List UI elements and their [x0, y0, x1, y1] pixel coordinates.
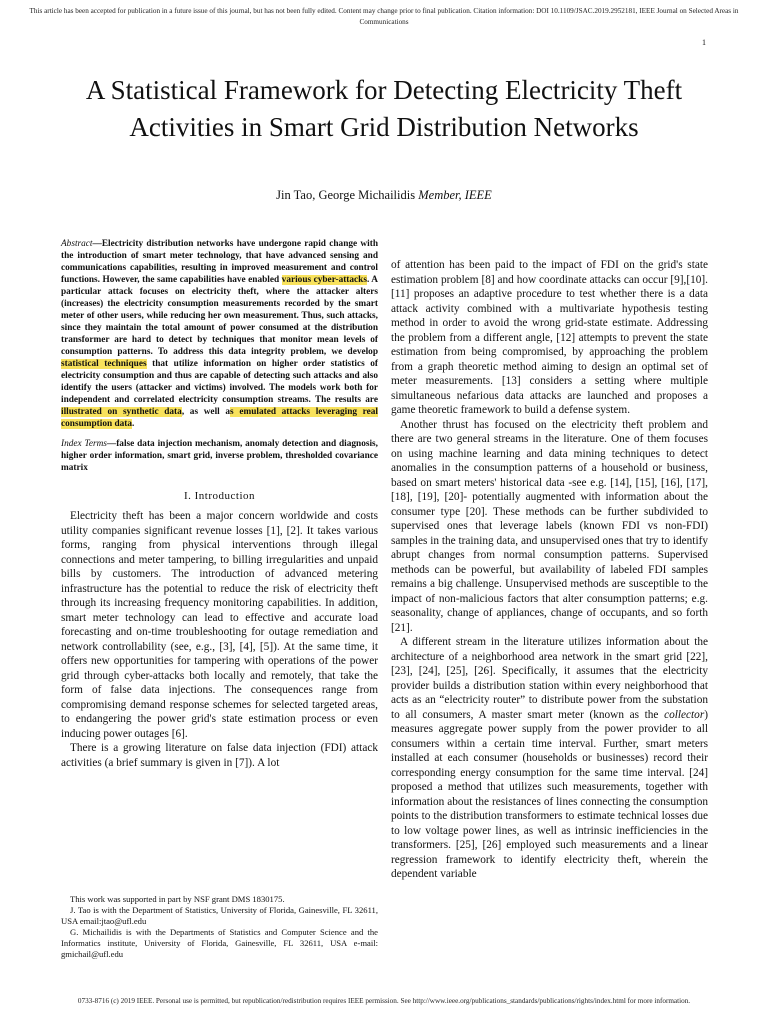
accepted-notice: This article has been accepted for publication in a future issue of this journal, but has not been fully edited. Content may change prior to final publication. Citation information: DOI 10.1109/JSAC.2019.2952181, IEEE Journal on Selected Areas in Communications	[29, 7, 739, 26]
footnotes	[61, 894, 378, 960]
paragraph	[391, 635, 708, 882]
emphasis: collector	[664, 708, 705, 721]
abstract-text: that utilize information on higher order statistics of electricity consumption and thus are capable of detecting such attacks and also identify the users (attacker and victims) involved. The models work both for independent and correlated electricity consumption streams. The results are	[61, 359, 378, 405]
highlight[interactable]: statistical techniques	[61, 359, 147, 369]
abstract-text: . A particular attack focuses on electricity theft, where the attacker alters (increases) the electricity consumption measurements recorded by the smart meter of other users, while reducing her own measurement. Thus, such attacks, since they maintain the total amount of power consumed at the distribution transformer are hard to detect by techniques that monitor mean levels of consumption patterns. To address this data integrity problem, we develop	[61, 275, 379, 357]
abstract-text: —Electricity distribution networks have undergone rapid change with the introduction of smart meter technology, that have advanced sensing and communications capabilities, resulting in improved measurement and control functions. However, the same capabilities have enabled	[61, 239, 378, 285]
footnote: J. Tao is with the Department of Statistics, University of Florida, Gainesville, FL 32611, USA email:jtao@ufl.edu	[61, 905, 378, 926]
index-terms	[61, 438, 378, 474]
index-terms-lead: Index Terms	[61, 439, 107, 449]
footnote: G. Michailidis is with the Departments of Statistics and Computer Science and the Informatics institute, University of Florida, Gainesville, FL 32611, USA e-mail: gmichail@ufl.edu	[61, 927, 378, 959]
copyright-footer: 0733-8716 (c) 2019 IEEE. Personal use is permitted, but republication/redistribution requires IEEE permission. See http://www.ieee.org/publications_standards/publications/rights/index.html for more information.	[77, 997, 691, 1005]
paragraph: There is a growing literature on false data injection (FDI) attack activities (a brief summary is given in [7]). A lot	[61, 742, 378, 769]
author-line	[40, 188, 728, 203]
section-heading: I. Introduction	[183, 490, 256, 502]
abstract-text: .	[132, 419, 135, 429]
paper-title: A Statistical Framework for Detecting Electricity Theft Activities in Smart Grid Distribution Networks	[85, 75, 683, 142]
paragraph-text: A different stream in the literature utilizes information about the architecture of a neighborhood area network in the smart grid [22], [23], [24], [25], [26]. Specifically, it assumes that the electricity provider builds a distribution station within every neighborhood that acts as an “electricity router” to distribute power from the substation to all consumers, A master smart meter (known as the	[391, 636, 708, 721]
paragraph: Another thrust has focused on the electricity theft problem and there are two general streams in the literature. One of them focuses on using machine learning and data mining techniques to detect anomalies in the consumption patterns of a household or business, based on smart meters' historical data -see e.g. [14], [15], [16], [17], [18], [19], [20]- potentially augmented with information about the consumer type [20]. These methods can be further subdivided to supervised ones that leverage labels (known FDI vs non-FDI) samples in the training data, and unsupervised ones that try to identify abrupt changes from normal consumption patterns. Supervised methods can be powerful, but availability of labeled FDI samples remains a big challenge. Unsupervised methods are susceptible to the impact of non-malicious factors that alter consumption patterns; e.g. seasonality, change of appliances, change of occupants, and so forth [21].	[391, 418, 708, 634]
index-terms-text: —false data injection mechanism, anomaly detection and diagnosis, higher order information, smart grid, inverse problem, thresholded covariance matrix	[61, 439, 378, 473]
abstract	[61, 238, 378, 430]
paragraph-text: ) measures aggregate power supply from the power provider to all consumers within a certain time interval. Further, smart meters installed at each consumer (households or businesses) record their corresponding energy consumption for the same time interval. [24] proposed a method that utilizes such measurements, together with information about the resistances of lines connecting the consumption points to the distribution transformers to estimate technical losses due to low voltage power lines, as well as intrinsic inefficiencies in the transformers. [25], [26] employed such measurements and a linear regression framework to identify electricity theft, wherein the dependent variable	[391, 708, 708, 880]
footnote: This work was supported in part by NSF grant DMS 1830175.	[70, 894, 285, 904]
abstract-text: , as well a	[181, 407, 231, 417]
highlight[interactable]: various cyber-attacks	[281, 275, 367, 285]
paragraph: Electricity theft has been a major concern worldwide and costs utility companies significant revenue losses [1], [2]. It takes various forms, ranging from physical interventions through illegal connections and meter tampering, to billing irregularities and unpaid bills by customers. The introduction of advanced metering infrastructure has the potential to reduce the risk of electricity theft through its increasing frequency monitoring capabilities. In addition, smart meter technology can lead to effective and accurate load forecasting and on-time troubleshooting for outage remediation and network controllability (see, e.g., [3], [4], [5]). At the same time, it offers new opportunities for tampering with operations of the power grid through cyber-attacks both locally and remotely, that take the form of false data injections. The consequences range from compromising demand response schemes for selected targeted areas, to endangering the power grid's state estimation process or even inducing power outages [6].	[61, 510, 378, 740]
right-column	[391, 258, 708, 882]
member-label: Member, IEEE	[418, 188, 492, 202]
left-column	[61, 238, 378, 770]
paragraph: of attention has been paid to the impact of FDI on the grid's state estimation problem [8] and how coordinate attacks can occur [9],[10]. [11] proposes an adaptive procedure to test whether there is a data attack activity combined with a multivariate hypothesis testing method in order to avoid the wrong grid-state estimate. Addressing the problem from a different angle, [12] attempts to prevent the state estimation from being compromised, by approaching the problem from a graph theoretic method aiming to design an optimal set of meter measurements. [13] considers a setting where multiple simultaneous nefarious data attacks are launched and proposes a game theoretic framework to build a defense system.	[391, 259, 708, 416]
highlight[interactable]: illustrated on synthetic data	[61, 407, 182, 417]
author-names: Jin Tao, George Michailidis	[276, 188, 416, 202]
abstract-lead: Abstract	[61, 239, 93, 249]
highlight[interactable]: s emulated attacks leveraging real consumption data	[61, 407, 379, 429]
page-number: 1	[702, 38, 706, 47]
